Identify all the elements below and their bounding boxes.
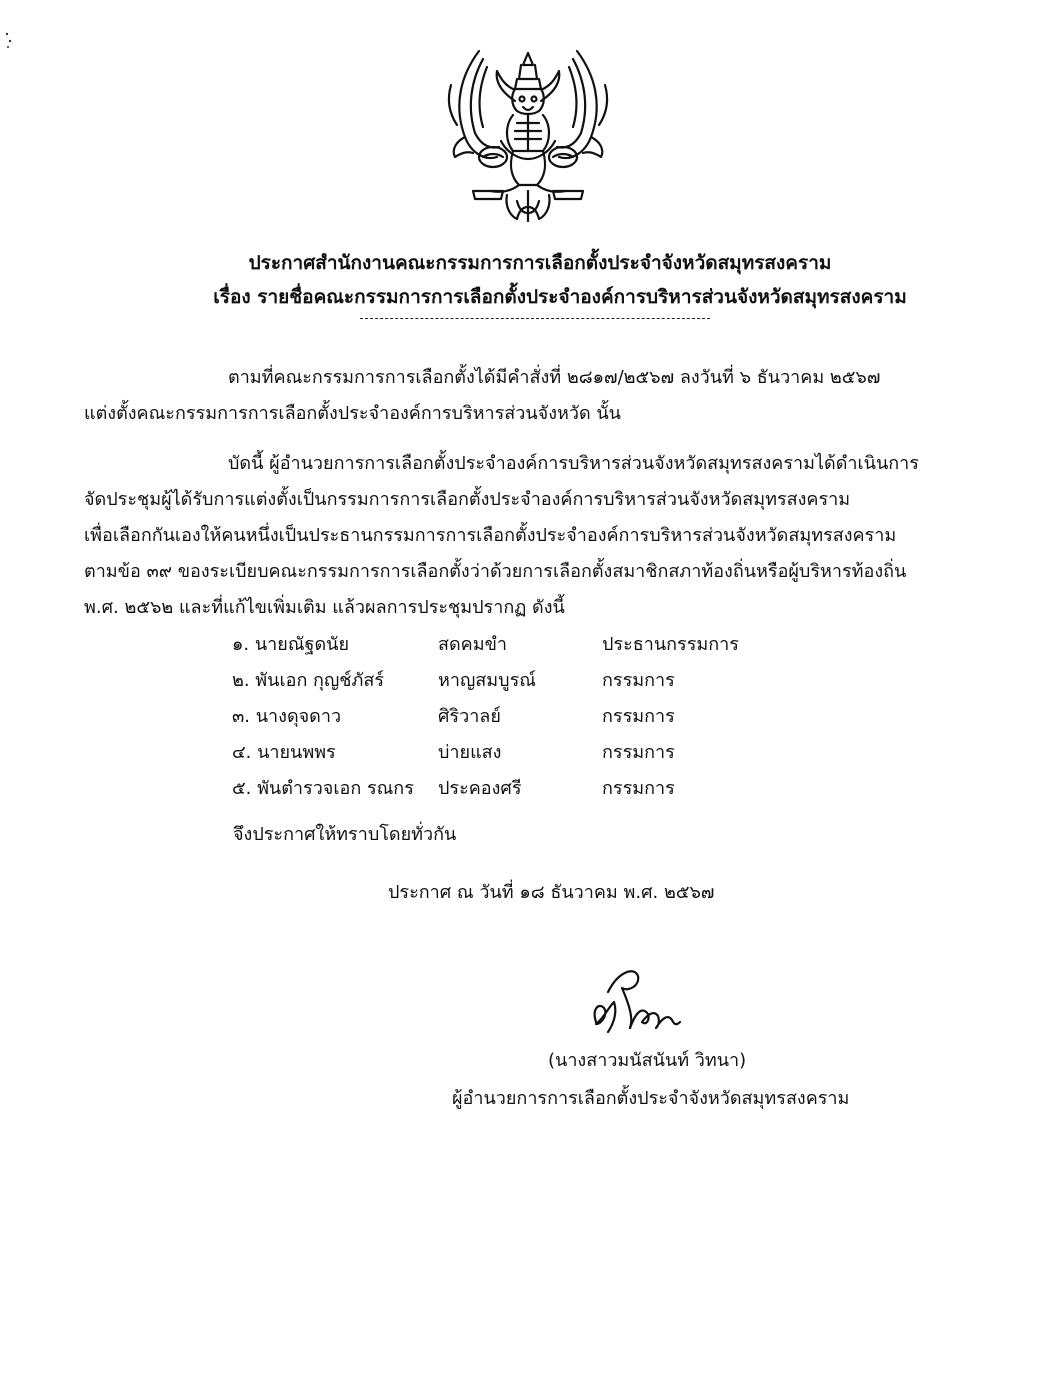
announcement-date: ประกาศ ณ วันที่ ๑๘ ธันวาคม พ.ศ. ๒๕๖๗ (388, 882, 715, 903)
member-surname: ศิริวาลย์ (438, 706, 501, 727)
announcement-heading (60, 246, 1020, 314)
member-role: กรรมการ (602, 778, 675, 799)
signer-name: (นางสาวมนัสนันท์ วิทนา) (548, 1050, 747, 1071)
paragraph-line: เพื่อเลือกกันเองให้คนหนึ่งเป็นประธานกรรมการการเลือกตั้งประจำองค์การบริหารส่วนจังหวัดสมุทรสงคราม (84, 525, 897, 546)
paragraph-line: จัดประชุมผู้ได้รับการแต่งตั้งเป็นกรรมการการเลือกตั้งประจำองค์การบริหารส่วนจังหวัดสมุทรสงคราม (84, 489, 851, 510)
paragraph-line: ตามที่คณะกรรมการการเลือกตั้งได้มีคำสั่งที่ ๒๘๑๗/๒๕๖๗ ลงวันที่ ๖ ธันวาคม ๒๕๖๗ (228, 367, 881, 388)
member-surname: ประคองศรี (438, 778, 522, 799)
member-row (232, 771, 832, 807)
paragraph-line: แต่งตั้งคณะกรรมการการเลือกตั้งประจำองค์การบริหารส่วนจังหวัด นั้น (84, 403, 621, 424)
member-row (232, 627, 832, 663)
member-role: กรรมการ (602, 670, 675, 691)
member-row (232, 699, 832, 735)
paragraph-line: ตามข้อ ๓๙ ของระเบียบคณะกรรมการการเลือกตั้งว่าด้วยการเลือกตั้งสมาชิกสภาท้องถิ่นหรือผู้บริหารท้องถิ่น (84, 561, 907, 582)
member-role: ประธานกรรมการ (602, 634, 739, 655)
dashed-divider (360, 318, 710, 319)
member-role: กรรมการ (602, 706, 675, 727)
handwritten-signature (578, 962, 690, 1042)
announcement-title: ประกาศสำนักงานคณะกรรมการการเลือกตั้งประจำจังหวัดสมุทรสงคราม (248, 252, 832, 274)
member-name: ๕. พันตำรวจเอก รณกร (232, 778, 414, 799)
member-name: ๓. นางดุจดาว (232, 706, 342, 727)
member-surname: บ่ายแสง (438, 742, 502, 763)
member-surname: หาญสมบูรณ์ (438, 670, 536, 691)
paragraph-reference-order (84, 360, 974, 432)
committee-member-list (232, 627, 832, 807)
member-name: ๒. พันเอก กุญช์ภัสร์ (232, 670, 385, 691)
member-surname: สดคมขำ (438, 634, 507, 655)
paragraph-meeting-result (84, 446, 974, 626)
paragraph-line: พ.ศ. ๒๕๖๒ และที่แก้ไขเพิ่มเติม แล้วผลการประชุมปรากฏ ดังนี้ (84, 597, 565, 618)
garuda-emblem (443, 45, 613, 223)
member-name: ๑. นายณัฐดนัย (232, 634, 349, 655)
member-row (232, 663, 832, 699)
member-role: กรรมการ (602, 742, 675, 763)
member-row (232, 735, 832, 771)
signer-title: ผู้อำนวยการการเลือกตั้งประจำจังหวัดสมุทรสงคราม (452, 1088, 850, 1109)
closing-statement: จึงประกาศให้ทราบโดยทั่วกัน (233, 824, 457, 845)
member-name: ๔. นายนพพร (232, 742, 336, 763)
paragraph-line: บัดนี้ ผู้อำนวยการการเลือกตั้งประจำองค์การบริหารส่วนจังหวัดสมุทรสงครามได้ดำเนินการ (228, 453, 919, 474)
scan-speck-mark (4, 30, 14, 50)
announcement-subject: เรื่อง รายชื่อคณะกรรมการการเลือกตั้งประจำองค์การบริหารส่วนจังหวัดสมุทรสงคราม (213, 286, 907, 308)
